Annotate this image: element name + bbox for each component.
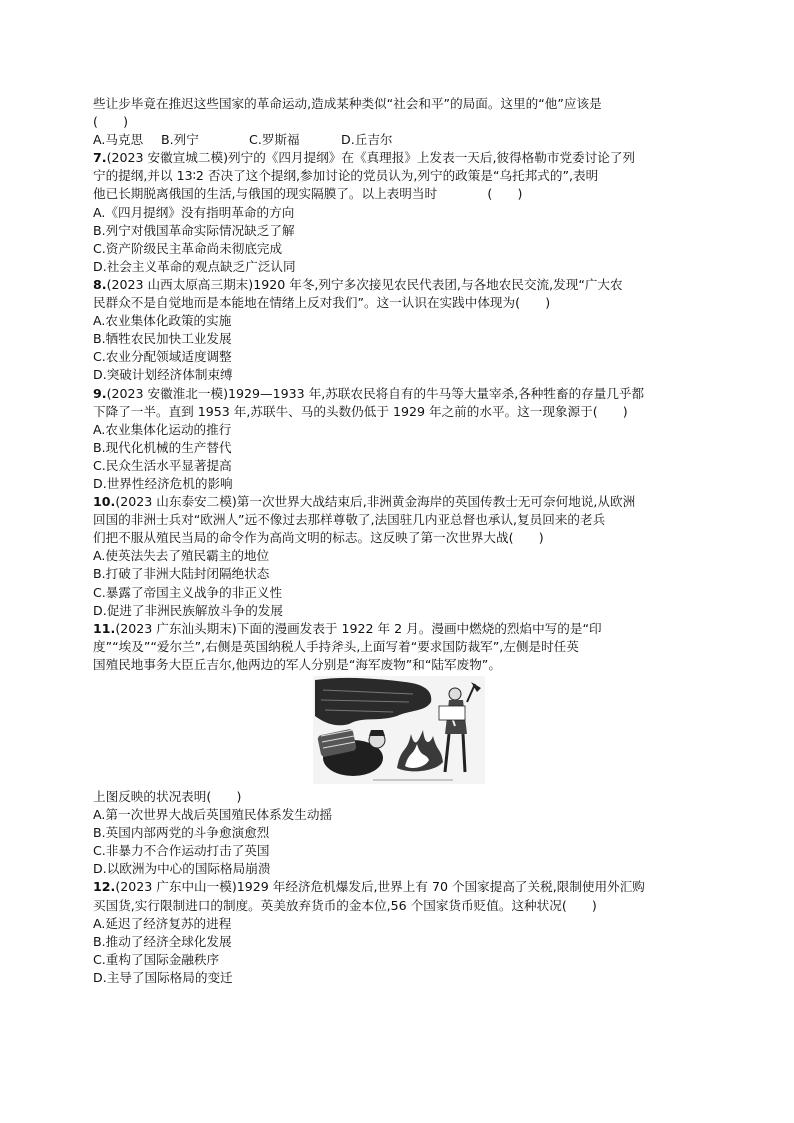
- q11-stem-line-3: 国殖民地事务大臣丘吉尔,他两边的军人分别是“海军废物”和“陆军废物”。: [93, 656, 501, 672]
- q7-option-d: D.社会主义革命的观点缺乏广泛认同: [93, 258, 296, 274]
- q8-option-d: D.突破计划经济体制束缚: [93, 367, 233, 383]
- q6-option-c: C.罗斯福: [249, 132, 300, 148]
- q10-stem-line-1: 10.(2023 山东泰安二模)第一次世界大战结束后,非洲黄金海岸的英国传教士无可奈何地说,从欧洲: [93, 494, 636, 510]
- q11-stem-line-2: 度”“埃及”“爱尔兰”,右侧是英国纳税人手持斧头,上面写着“要求国防裁军”,左侧是时任英: [93, 638, 579, 654]
- q9-option-d: D.世界性经济危机的影响: [93, 475, 233, 491]
- q11-stem-line-1: 11.(2023 广东汕头期末)下面的漫画发表于 1922 年 2 月。漫画中燃烧的烈焰中写的是“印: [93, 620, 602, 636]
- q7-stem-line-2: 宁的提纲,并以 13∶2 否决了这个提纲,参加讨论的党员认为,列宁的政策是“乌托邦式的”,表明: [93, 168, 599, 184]
- q9-option-c: C.民众生活水平显著提高: [93, 457, 232, 473]
- q6-answer-paren: ( ): [93, 114, 129, 130]
- q9-option-b: B.现代化机械的生产替代: [93, 439, 232, 455]
- q12-stem-line-1: 12.(2023 广东中山一模)1929 年经济危机爆发后,世界上有 70 个国家提高了关税,限制使用外汇购: [93, 879, 645, 895]
- q6-option-b: B.列宁: [161, 132, 199, 148]
- q12-stem-line-2: 买国货,实行限制进口的制度。英美放弃货币的金本位,56 个国家货币贬值。这种状况( ): [93, 897, 597, 913]
- q11-option-b: B.英国内部两党的斗争愈演愈烈: [93, 825, 270, 841]
- q11-question-line: 上图反映的状况表明( ): [93, 789, 242, 804]
- q7-option-b: B.列宁对俄国革命实际情况缺乏了解: [93, 222, 295, 238]
- q12-option-d: D.主导了国际格局的变迁: [93, 969, 233, 985]
- cartoon-illustration: [313, 676, 485, 784]
- q8-number: 8.: [93, 276, 107, 292]
- q11-option-c: C.非暴力不合作运动打击了英国: [93, 843, 270, 859]
- q11-option-d: D.以欧洲为中心的国际格局崩溃: [93, 861, 271, 877]
- q11-option-a: A.第一次世界大战后英国殖民体系发生动摇: [93, 807, 333, 823]
- q9-stem-line-2: 下降了一半。直到 1953 年,苏联牛、马的头数仍低于 1929 年之前的水平。这一现象源于( ): [93, 403, 628, 419]
- q7-stem-line-3: 他已长期脱离俄国的生活,与俄国的现实隔膜了。以上表明当时 ( ): [93, 186, 523, 202]
- q10-option-b: B.打破了非洲大陆封闭隔绝状态: [93, 566, 270, 582]
- cartoon-figure: [93, 674, 699, 788]
- q12-option-c: C.重构了国际金融秩序: [93, 951, 220, 967]
- q6-option-d: D.丘吉尔: [341, 132, 393, 148]
- q12-option-b: B.推动了经济全球化发展: [93, 933, 232, 949]
- q10-option-a: A.使英法失去了殖民霸主的地位: [93, 548, 270, 564]
- q7-stem-line-1: 7.(2023 安徽宣城二模)列宁的《四月提纲》在《真理报》上发表一天后,彼得格勒市党委讨论了列: [93, 150, 636, 166]
- q10-number: 10.: [93, 494, 116, 510]
- q8-option-b: B.牺牲农民加快工业发展: [93, 331, 232, 347]
- q7-option-c: C.资产阶级民主革命尚未彻底完成: [93, 240, 283, 256]
- q6-option-a: A.马克思: [93, 132, 144, 148]
- q8-option-c: C.农业分配领域适度调整: [93, 349, 232, 365]
- q8-stem-line-2: 民群众不是自觉地而是本能地在情绪上反对我们”。这一认识在实践中体现为( ): [93, 295, 551, 311]
- q12-option-a: A.延迟了经济复苏的进程: [93, 915, 232, 931]
- q6-stem-line: 些让步毕竟在推迟这些国家的革命运动,造成某种类似“社会和平”的局面。这里的“他”应该是: [93, 96, 602, 111]
- questions-block: [93, 95, 699, 987]
- q10-option-d: D.促进了非洲民族解放斗争的发展: [93, 602, 284, 618]
- q9-stem-line-1: 9.(2023 安徽淮北一模)1929—1933 年,苏联农民将自有的牛马等大量宰杀,各种牲畜的存量几乎都: [93, 385, 645, 401]
- q8-stem-line-1: 8.(2023 山西太原高三期末)1920 年冬,列宁多次接见农民代表团,与各地农民交流,发现“广大农: [93, 276, 623, 292]
- q10-option-c: C.暴露了帝国主义战争的非正义性: [93, 584, 283, 600]
- q9-number: 9.: [93, 385, 107, 401]
- q11-number: 11.: [93, 620, 116, 636]
- q8-option-a: A.农业集体化政策的实施: [93, 313, 232, 329]
- q6-options: [93, 131, 699, 149]
- q7-number: 7.: [93, 150, 107, 166]
- q10-stem-line-3: 们把不服从殖民当局的命令作为高尚文明的标志。这反映了第一次世界大战( ): [93, 530, 544, 546]
- q7-option-a: A.《四月提纲》没有指明革命的方向: [93, 204, 295, 220]
- q9-option-a: A.农业集体化运动的推行: [93, 421, 232, 437]
- q12-number: 12.: [93, 879, 116, 895]
- q10-stem-line-2: 回国的非洲士兵对“欧洲人”远不像过去那样尊敬了,法国驻几内亚总督也承认,复员回来的老兵: [93, 512, 606, 528]
